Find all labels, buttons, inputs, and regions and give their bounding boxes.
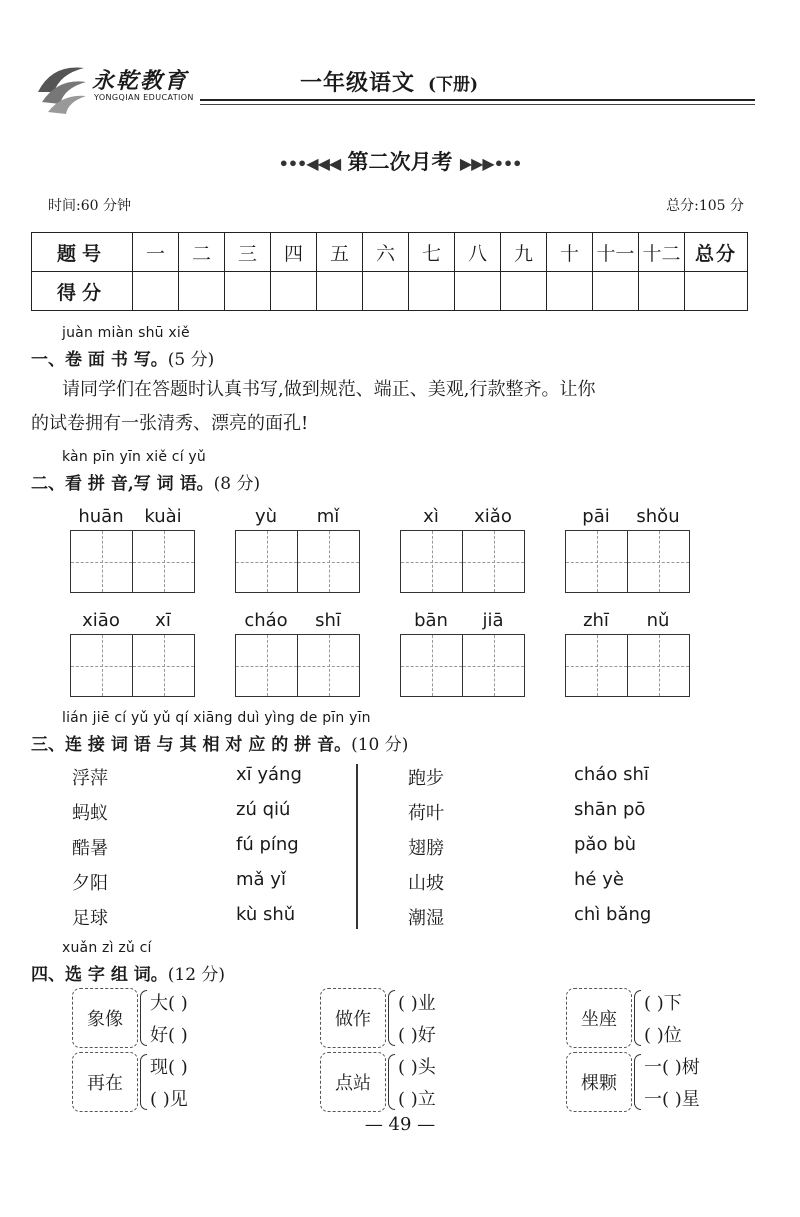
question-number-label: 题号 (32, 233, 133, 272)
grid-cell[interactable] (297, 531, 359, 592)
header-rule (200, 104, 755, 105)
grid-cell[interactable] (71, 635, 132, 696)
fill-blank-option[interactable]: ( )立 (398, 1089, 436, 1110)
match-pinyin[interactable]: fú píng (236, 834, 299, 855)
section1-points: (5 分) (167, 350, 215, 370)
brace (140, 1054, 147, 1110)
grid-cell[interactable] (401, 531, 462, 592)
score-cell[interactable] (547, 272, 593, 311)
fill-blank-option[interactable]: ( )位 (644, 1025, 682, 1046)
fill-blank-option[interactable]: 好( ) (150, 1025, 188, 1046)
header-rule (200, 99, 755, 101)
match-word[interactable]: 跑步 (408, 768, 444, 789)
fill-blank-option[interactable]: ( )好 (398, 1025, 436, 1046)
word-box (70, 506, 196, 593)
brace (634, 990, 641, 1046)
tian-grid[interactable] (235, 634, 360, 697)
pinyin-syllable: nǔ (646, 610, 670, 631)
column-header: 二 (179, 233, 225, 272)
tian-grid[interactable] (400, 530, 525, 593)
section2-title-text: 二、看 拼 音,写 词 语。 (31, 474, 214, 494)
section3-title (31, 730, 408, 755)
brand-logo-icon (32, 58, 92, 118)
pinyin-syllable: yù (254, 506, 278, 527)
score-cell[interactable] (685, 272, 748, 311)
section4-pinyin: xuǎn zì zǔ cí (62, 940, 152, 956)
pinyin-syllable: zhī (583, 610, 609, 631)
match-pinyin[interactable]: cháo shī (574, 764, 649, 785)
pinyin-syllable: xì (423, 506, 439, 527)
grid-cell[interactable] (132, 531, 194, 592)
score-label: 得分 (32, 272, 133, 311)
score-cell[interactable] (363, 272, 409, 311)
section1-pinyin: juàn miàn shū xiě (62, 325, 190, 341)
word-box (565, 506, 691, 593)
match-pinyin[interactable]: chì bǎng (574, 904, 652, 925)
column-header: 十二 (639, 233, 685, 272)
fill-blank-option[interactable]: 一( )树 (644, 1057, 700, 1078)
match-pinyin[interactable]: mǎ yǐ (236, 869, 286, 890)
score-cell[interactable] (133, 272, 179, 311)
section3-pinyin: lián jiē cí yǔ yǔ qí xiāng duì yìng de pīn yīn (62, 710, 371, 726)
column-header: 十 (547, 233, 593, 272)
match-pinyin[interactable]: zú qiú (236, 799, 291, 820)
grid-cell[interactable] (71, 531, 132, 592)
pinyin-syllable: bān (414, 610, 448, 631)
tian-grid[interactable] (565, 634, 690, 697)
column-header: 一 (133, 233, 179, 272)
char-choice-group (566, 988, 766, 1050)
exam-title (0, 146, 800, 176)
section1-line1: 请同学们在答题时认真书写,做到规范、端正、美观,行款整齐。让你 (62, 379, 596, 400)
title-ornament-left: •••◀◀◀ (278, 154, 341, 173)
match-word[interactable]: 酷暑 (72, 838, 108, 859)
section4-title (31, 960, 225, 985)
char-choice-group (566, 1052, 766, 1114)
word-box (565, 610, 691, 697)
fill-blank-option[interactable]: ( )头 (398, 1057, 436, 1078)
column-header: 八 (455, 233, 501, 272)
match-word[interactable]: 夕阳 (72, 873, 108, 894)
match-pinyin[interactable]: shān pō (574, 799, 646, 820)
volume-label: (下册) (428, 75, 479, 95)
grid-cell[interactable] (132, 635, 194, 696)
pinyin-syllable: mǐ (316, 506, 340, 527)
time-limit: 时间:60 分钟 (48, 198, 131, 214)
section2-points: (8 分) (213, 474, 261, 494)
fill-blank-option[interactable]: 现( ) (150, 1057, 188, 1078)
brace (388, 990, 395, 1046)
grid-cell[interactable] (627, 531, 689, 592)
char-choice-group (320, 988, 520, 1050)
match-pinyin[interactable]: kù shǔ (236, 904, 296, 925)
brace (140, 990, 147, 1046)
section3-points: (10 分) (351, 735, 409, 755)
score-cell[interactable] (225, 272, 271, 311)
score-table-score-row (32, 272, 748, 311)
char-pair-box: 点站 (320, 1052, 386, 1112)
pinyin-syllable: xiāo (82, 610, 120, 631)
match-word[interactable]: 山坡 (408, 873, 444, 894)
pinyin-syllable: huān (78, 506, 124, 527)
section2-title (31, 469, 260, 494)
grid-cell[interactable] (566, 531, 627, 592)
word-box (235, 506, 361, 593)
column-header: 七 (409, 233, 455, 272)
grid-cell[interactable] (401, 635, 462, 696)
grid-cell[interactable] (297, 635, 359, 696)
score-cell[interactable] (409, 272, 455, 311)
score-cell[interactable] (639, 272, 685, 311)
section4-title-text: 四、选 字 组 词。 (31, 965, 168, 985)
subject-title: 一年级语文 (300, 70, 416, 96)
brace (388, 1054, 395, 1110)
match-pinyin[interactable]: pǎo bù (574, 834, 637, 855)
section1-title (31, 345, 214, 370)
section3-title-text: 三、连 接 词 语 与 其 相 对 应 的 拼 音。 (31, 735, 352, 755)
brand-name: 永乾教育 (92, 68, 189, 94)
word-box (235, 610, 361, 697)
section1-line2: 的试卷拥有一张清秀、漂亮的面孔! (31, 413, 309, 434)
match-word[interactable]: 浮萍 (72, 768, 108, 789)
brand-name-en: YONGQIAN EDUCATION (94, 93, 194, 102)
score-table-header-row (32, 233, 748, 272)
column-header: 三 (225, 233, 271, 272)
pinyin-syllable: shǒu (636, 506, 680, 527)
word-box (400, 506, 526, 593)
title-ornament-right: ▶▶▶••• (459, 154, 522, 173)
column-header: 九 (501, 233, 547, 272)
grid-cell[interactable] (236, 531, 297, 592)
score-cell[interactable] (455, 272, 501, 311)
score-cell[interactable] (317, 272, 363, 311)
match-word[interactable]: 足球 (72, 908, 108, 929)
tian-grid[interactable] (235, 530, 360, 593)
section4-points: (12 分) (167, 965, 226, 985)
grid-cell[interactable] (462, 635, 524, 696)
total-score: 总分:105 分 (666, 198, 744, 214)
pinyin-syllable: xī (155, 610, 171, 631)
fill-blank-option[interactable]: ( )业 (398, 993, 436, 1014)
tian-grid[interactable] (70, 634, 195, 697)
page-number: — 49 — (364, 1114, 436, 1135)
brace (634, 1054, 641, 1110)
pinyin-syllable: kuài (144, 506, 182, 527)
pinyin-syllable: xiǎo (474, 506, 512, 527)
score-cell[interactable] (271, 272, 317, 311)
char-pair-box: 坐座 (566, 988, 632, 1048)
grid-cell[interactable] (236, 635, 297, 696)
fill-blank-option[interactable]: ( )下 (644, 993, 682, 1014)
column-header: 六 (363, 233, 409, 272)
word-box (70, 610, 196, 697)
match-word[interactable]: 潮湿 (408, 908, 444, 929)
grid-cell[interactable] (566, 635, 627, 696)
match-pinyin[interactable]: xī yáng (236, 764, 302, 785)
match-pinyin[interactable]: hé yè (574, 869, 624, 890)
grid-cell[interactable] (627, 635, 689, 696)
pinyin-syllable: shī (315, 610, 341, 631)
score-cell[interactable] (593, 272, 639, 311)
pinyin-syllable: jiā (482, 610, 504, 631)
char-pair-box: 做作 (320, 988, 386, 1048)
column-header: 四 (271, 233, 317, 272)
tian-grid[interactable] (400, 634, 525, 697)
char-pair-box: 棵颗 (566, 1052, 632, 1112)
score-cell[interactable] (501, 272, 547, 311)
score-cell[interactable] (179, 272, 225, 311)
tian-grid[interactable] (565, 530, 690, 593)
section1-title-text: 一、卷 面 书 写。 (31, 350, 168, 370)
total-header: 总分 (685, 233, 748, 272)
match-word[interactable]: 荷叶 (408, 803, 444, 824)
grid-cell[interactable] (462, 531, 524, 592)
match-word[interactable]: 翅膀 (408, 838, 444, 859)
word-box (400, 610, 526, 697)
tian-grid[interactable] (70, 530, 195, 593)
pinyin-syllable: cháo (244, 610, 288, 631)
column-header: 十一 (593, 233, 639, 272)
fill-blank-option[interactable]: 大( ) (150, 993, 188, 1014)
char-choice-group (72, 988, 272, 1050)
char-choice-group (320, 1052, 520, 1114)
char-choice-group (72, 1052, 272, 1114)
char-pair-box: 象像 (72, 988, 138, 1048)
exam-title-text: 第二次月考 (347, 149, 453, 174)
pinyin-syllable: pāi (582, 506, 610, 527)
fill-blank-option[interactable]: ( )见 (150, 1089, 188, 1110)
section2-pinyin: kàn pīn yīn xiě cí yǔ (62, 449, 206, 465)
fill-blank-option[interactable]: 一( )星 (644, 1089, 700, 1110)
column-divider (356, 764, 358, 929)
match-word[interactable]: 蚂蚁 (72, 803, 108, 824)
char-pair-box: 再在 (72, 1052, 138, 1112)
score-table (31, 232, 748, 311)
column-header: 五 (317, 233, 363, 272)
